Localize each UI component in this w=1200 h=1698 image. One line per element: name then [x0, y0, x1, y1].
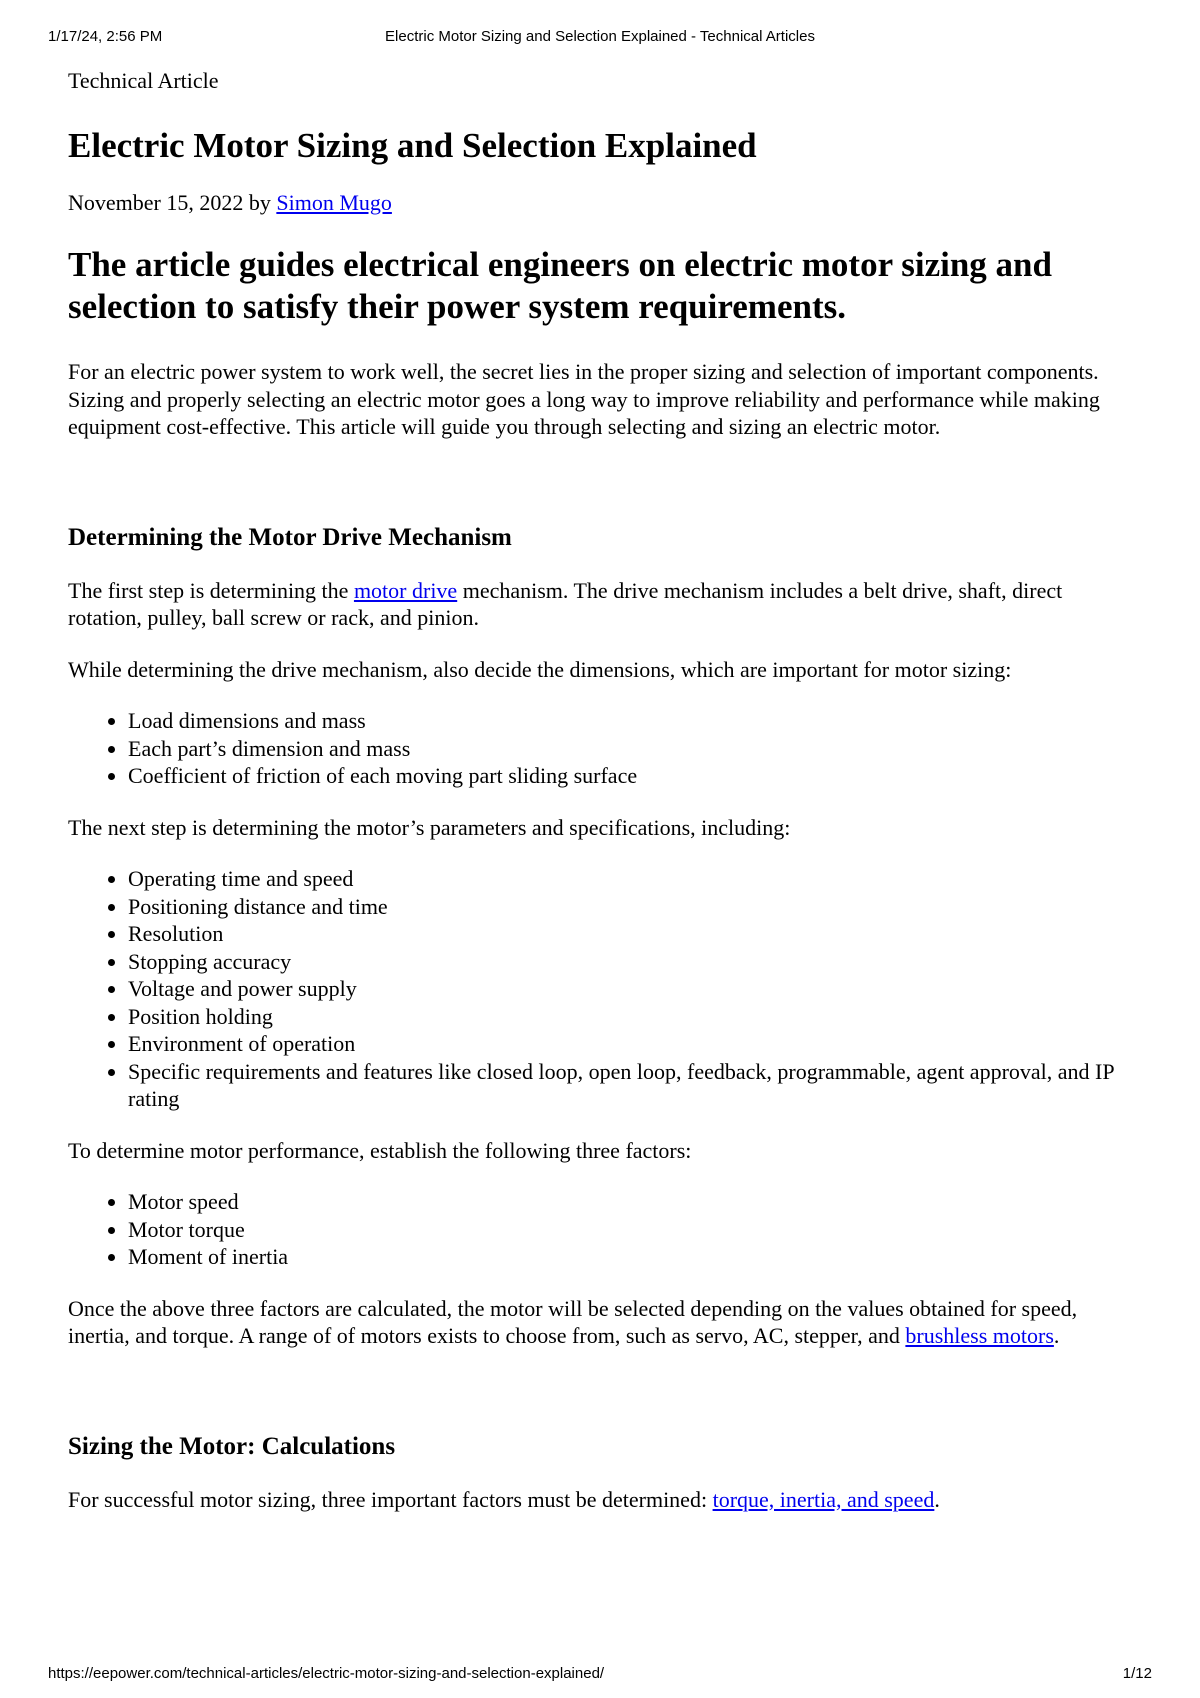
print-page-title: Electric Motor Sizing and Selection Explained - Technical Articles [385, 28, 815, 45]
article-subtitle: The article guides electrical engineers on electric motor sizing and selection to satisfy their power system requirements. [68, 245, 1052, 326]
list-item: • Specific requirements and features like closed loop, open loop, feedback, programmable, agent approval, and IP rating [128, 1058, 1140, 1113]
article [68, 66, 1140, 1513]
intro-paragraph: For an electric power system to work well, the secret lies in the proper sizing and selection of important components. Sizing and properly selecting an electric motor goes a long way to improve reliability and performance while making equipment cost-effective. This article will guide you through selecting and sizing an electric motor. [68, 359, 1100, 439]
list-item: • Each part’s dimension and mass [128, 735, 1140, 763]
paragraph-sizing [68, 1486, 1140, 1514]
section-heading-drive-mechanism: Determining the Motor Drive Mechanism [68, 523, 512, 551]
article-title: Electric Motor Sizing and Selection Explained [68, 126, 757, 165]
text-span: Once the above three factors are calculated, the motor will be selected depending on the values obtained for speed, inertia, and torque. A range of of motors exists to choose from, such as servo, AC, stepper, and [68, 1295, 1078, 1348]
paragraph-dimensions: While determining the drive mechanism, also decide the dimensions, which are important for motor sizing: [68, 656, 1012, 682]
brushless-motors-link[interactable]: brushless motors [905, 1323, 1054, 1348]
section-heading-sizing-calculations: Sizing the Motor: Calculations [68, 1432, 396, 1460]
torque-inertia-speed-link[interactable]: torque, inertia, and speed [712, 1486, 935, 1512]
byline-date: November 15, 2022 by [68, 190, 277, 215]
list-item: • Voltage and power supply [128, 975, 1140, 1003]
list-item: • Moment of inertia [128, 1243, 1140, 1271]
article-kicker: Technical Article [68, 68, 219, 93]
text-span: . [1053, 1323, 1060, 1348]
list-item: • Position holding [128, 1003, 1140, 1031]
author-link[interactable]: Simon Mugo [276, 190, 392, 215]
list-item: • Positioning distance and time [128, 893, 1140, 921]
list-dimensions [68, 707, 1140, 790]
motor-drive-link[interactable]: motor drive [353, 577, 458, 603]
print-url: https://eepower.com/technical-articles/electric-motor-sizing-and-selection-explained/ [48, 1665, 605, 1682]
list-item: • Stopping accuracy [128, 948, 1140, 976]
list-item: • Operating time and speed [128, 865, 1140, 893]
paragraph-performance: To determine motor performance, establish the following three factors: [68, 1137, 692, 1163]
text-span: . [934, 1486, 940, 1512]
list-item: • Resolution [128, 920, 1140, 948]
list-item: • Load dimensions and mass [128, 707, 1140, 735]
print-footer [48, 1665, 1152, 1685]
list-parameters [68, 865, 1140, 1113]
print-datetime: 1/17/24, 2:56 PM [48, 28, 163, 45]
paragraph-parameters: The next step is determining the motor’s parameters and specifications, including: [68, 814, 791, 840]
paragraph-selection [68, 1295, 1140, 1350]
list-performance-factors [68, 1188, 1140, 1271]
list-item: • Motor speed [128, 1188, 1140, 1216]
text-span: The first step is determining the [68, 577, 354, 603]
list-item: • Environment of operation [128, 1030, 1140, 1058]
text-span: mechanism. The drive mechanism includes a belt drive, shaft, direct rotation, pulley, ball screw or rack, and pinion. [68, 577, 1063, 630]
list-item: • Coefficient of friction of each moving part sliding surface [128, 762, 1140, 790]
page-count: 1/12 [1122, 1665, 1152, 1682]
paragraph-drive-mechanism [68, 577, 1140, 632]
print-header [48, 28, 1152, 48]
text-span: For successful motor sizing, three important factors must be determined: [68, 1486, 713, 1512]
list-item: • Motor torque [128, 1216, 1140, 1244]
article-byline [68, 188, 1140, 218]
